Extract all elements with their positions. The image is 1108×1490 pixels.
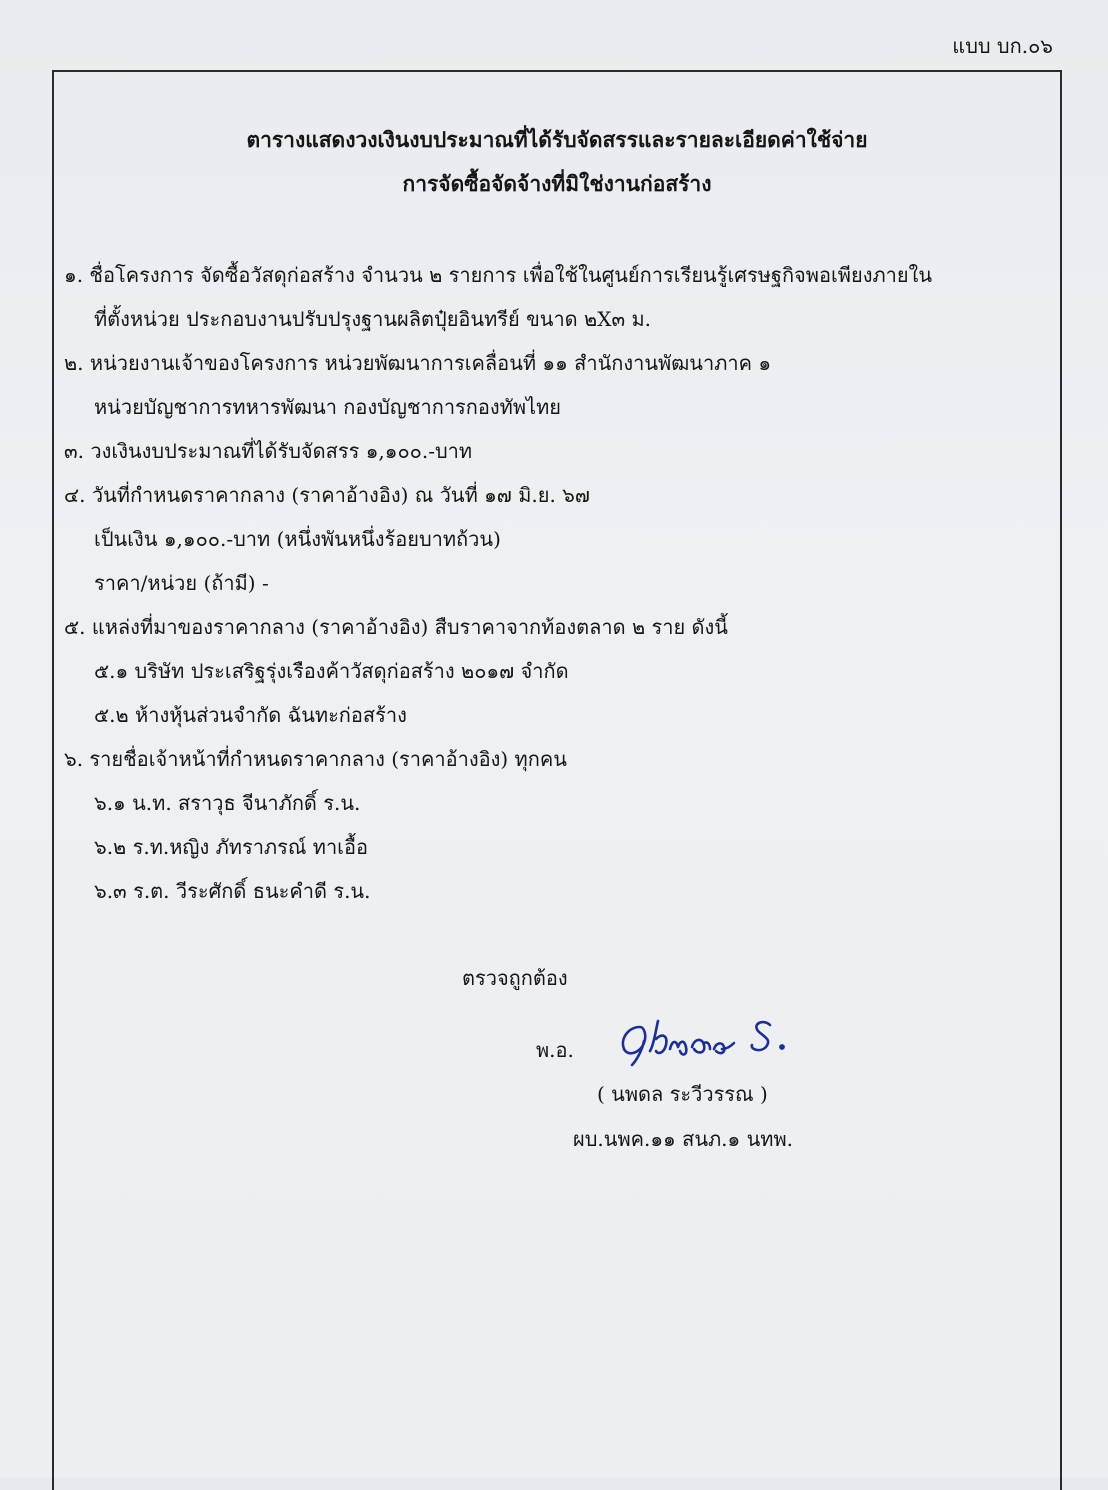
verified-label: ตรวจถูกต้อง	[462, 966, 568, 990]
item-1-line2: ที่ตั้งหน่วย ประกอบงานปรับปรุงฐานผลิตปุ๋ยอินทรีย์ ขนาด ๒X๓ ม.	[94, 307, 652, 331]
item-1-line1: ๑. ชื่อโครงการ จัดซื้อวัสดุก่อสร้าง จำนวน ๒ รายการ เพื่อใช้ในศูนย์การเรียนรู้เศรษฐกิจพอเพียงภายใน	[64, 263, 933, 287]
item-3-line1: ๓. วงเงินงบประมาณที่ได้รับจัดสรร ๑,๑๐๐.-บาท	[64, 439, 473, 463]
document-title-line1: ตารางแสดงวงเงินงบประมาณที่ได้รับจัดสรรและรายละเอียดค่าใช้จ่าย	[246, 127, 868, 152]
item-5-line1: ๕. แหล่งที่มาของราคากลาง (ราคาอ้างอิง) สืบราคาจากท้องตลาด ๒ ราย ดังนี้	[64, 615, 728, 639]
item-4-line3: ราคา/หน่วย (ถ้ามี) -	[94, 571, 269, 595]
item-5-1: ๕.๑ บริษัท ประเสริฐรุ่งเรืองค้าวัสดุก่อสร้าง ๒๐๑๗ จำกัด	[94, 659, 569, 683]
signer-name: ( นพดล ระวีวรรณ )	[597, 1082, 768, 1106]
form-code: แบบ บก.๐๖	[952, 34, 1053, 58]
item-5-2: ๕.๒ ห้างหุ้นส่วนจำกัด ฉันทะก่อสร้าง	[94, 703, 407, 727]
document-title-line2: การจัดซื้อจัดจ้างที่มิใช่งานก่อสร้าง	[402, 171, 712, 196]
item-2-line2: หน่วยบัญชาการทหารพัฒนา กองบัญชาการกองทัพไทย	[94, 395, 562, 419]
item-6-line1: ๖. รายชื่อเจ้าหน้าที่กำหนดราคากลาง (ราคาอ้างอิง) ทุกคน	[64, 747, 567, 771]
handwritten-signature	[610, 1005, 810, 1075]
signer-rank: พ.อ.	[536, 1038, 574, 1062]
item-6-3: ๖.๓ ร.ต. วีระศักดิ์ ธนะคำดี ร.น.	[94, 879, 371, 903]
signer-position: ผบ.นพค.๑๑ สนภ.๑ นทพ.	[573, 1127, 793, 1151]
item-4-line2: เป็นเงิน ๑,๑๐๐.-บาท (หนึ่งพันหนึ่งร้อยบาทถ้วน)	[94, 527, 501, 551]
item-6-2: ๖.๒ ร.ท.หญิง ภัทราภรณ์ ทาเอื้อ	[94, 835, 369, 859]
item-6-1: ๖.๑ น.ท. สราวุธ จีนาภักดิ์ ร.น.	[94, 791, 361, 815]
item-2-line1: ๒. หน่วยงานเจ้าของโครงการ หน่วยพัฒนาการเคลื่อนที่ ๑๑ สำนักงานพัฒนาภาค ๑	[64, 351, 772, 375]
item-4-line1: ๔. วันที่กำหนดราคากลาง (ราคาอ้างอิง) ณ วันที่ ๑๗ มิ.ย. ๖๗	[64, 483, 590, 507]
